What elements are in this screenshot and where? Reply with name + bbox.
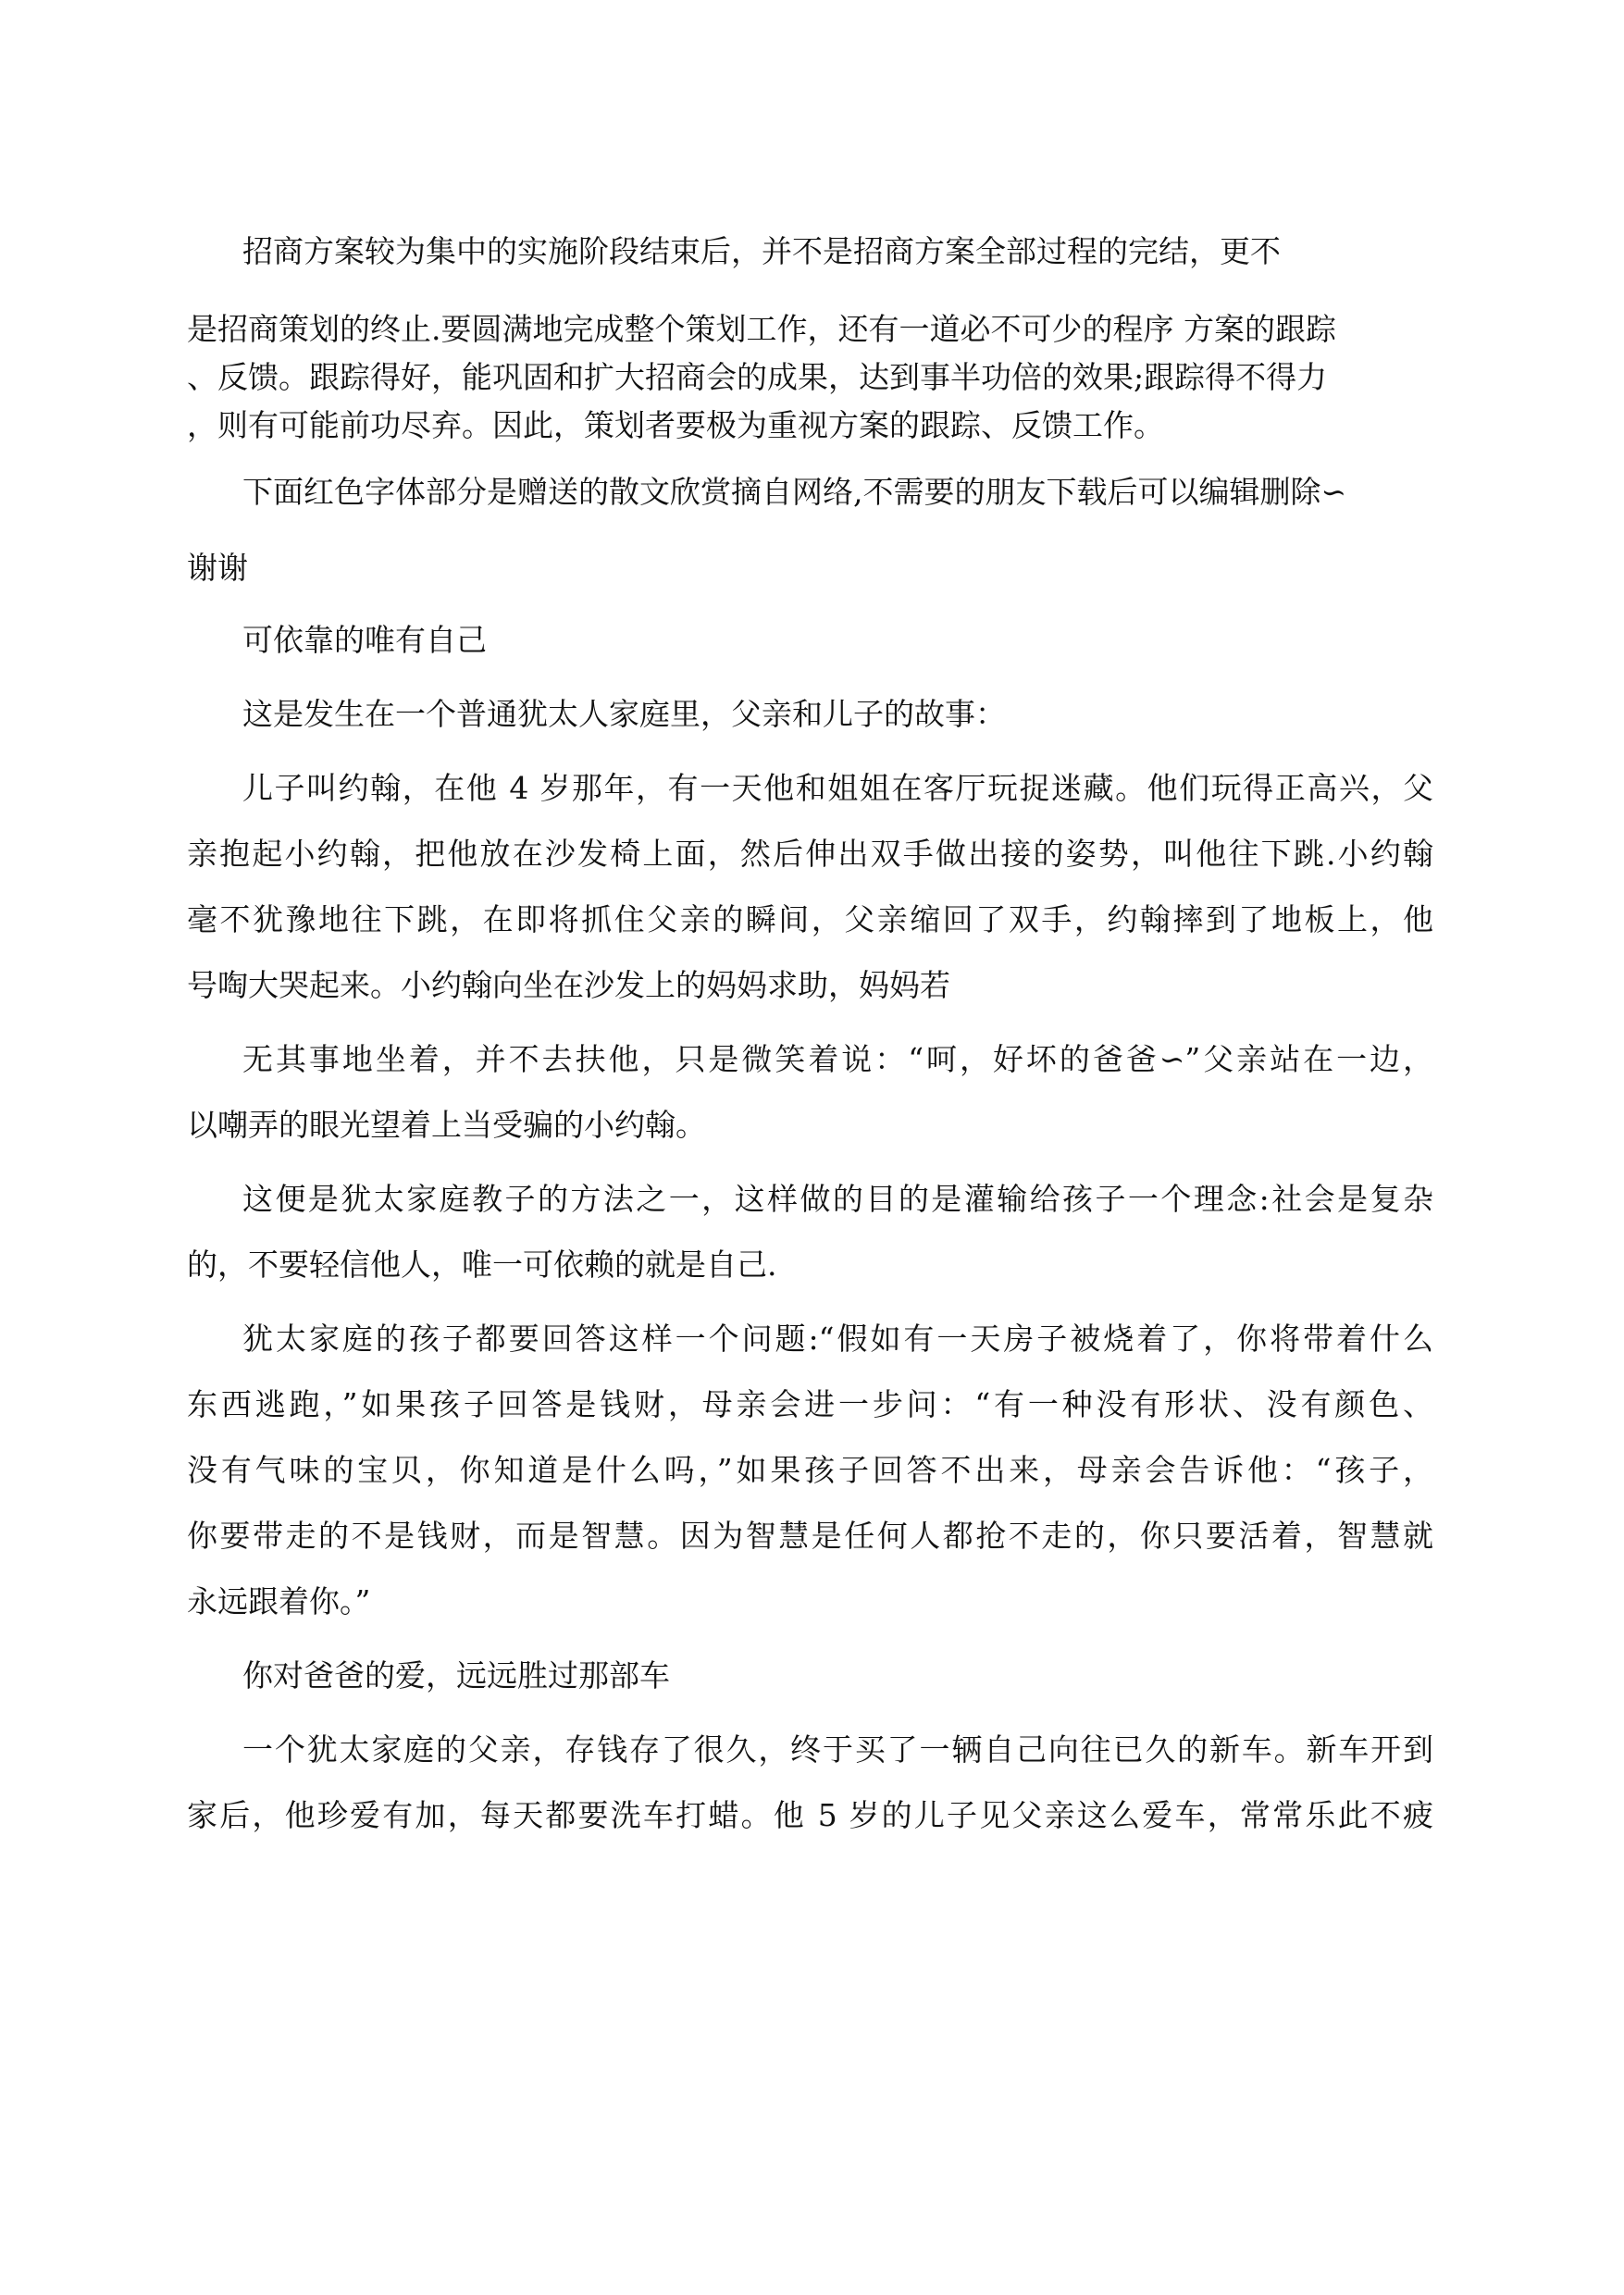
text-line: 儿子叫约翰，在他 4 岁那年，有一天他和姐姐在客厅玩捉迷藏。他们玩得正高兴，父 (242, 770, 1433, 806)
text-line: 没有气味的宝贝，你知道是什么吗，”如果孩子回答不出来，母亲会告诉他：“孩子， (187, 1452, 1433, 1488)
text-line: 毫不犹豫地往下跳，在即将抓住父亲的瞬间，父亲缩回了双手，约翰摔到了地板上，他 (187, 901, 1433, 937)
text-line: 招商方案较为集中的实施阶段结束后，并不是招商方案全部过程的完结，更不 (242, 233, 1281, 269)
text-line: 这是发生在一个普通犹太人家庭里，父亲和儿子的故事： (242, 696, 1006, 732)
text-line: 谢谢 (187, 550, 248, 586)
text-line: 你要带走的不是钱财，而是智慧。因为智慧是任何人都抢不走的，你只要活着，智慧就 (187, 1518, 1433, 1554)
section-heading: 可依靠的唯有自己 (242, 622, 487, 658)
text-line: 是招商策划的终止.要圆满地完成整个策划工作，还有一道必不可少的程序 方案的跟踪 (187, 311, 1336, 347)
text-line: 永远跟着你。” (187, 1583, 371, 1619)
text-line: 的，不要轻信他人，唯一可依赖的就是自己. (187, 1247, 777, 1283)
text-line: 家后，他珍爱有加，每天都要洗车打蜡。他 5 岁的儿子见父亲这么爱车，常常乐此不疲 (187, 1797, 1433, 1833)
text-line: ，则有可能前功尽弃。因此，策划者要极为重视方案的跟踪、反馈工作。 (187, 407, 1164, 443)
text-line: 亲抱起小约翰，把他放在沙发椅上面，然后伸出双手做出接的姿势，叫他往下跳.小约翰 (187, 836, 1433, 872)
text-line: 东西逃跑，”如果孩子回答是钱财，母亲会进一步问：“有一种没有形状、没有颜色、 (187, 1386, 1433, 1422)
text-line: 号啕大哭起来。小约翰向坐在沙发上的妈妈求助，妈妈若 (187, 967, 950, 1003)
text-line: 以嘲弄的眼光望着上当受骗的小约翰。 (187, 1107, 706, 1143)
section-heading: 你对爸爸的爱，远远胜过那部车 (242, 1657, 670, 1693)
text-line: 这便是犹太家庭教子的方法之一，这样做的目的是灌输给孩子一个理念:社会是复杂 (242, 1181, 1433, 1217)
text-line: 下面红色字体部分是赠送的散文欣赏摘自网络,不需要的朋友下载后可以编辑删除∽ (242, 474, 1347, 510)
text-line: 一个犹太家庭的父亲，存钱存了很久，终于买了一辆自己向往已久的新车。新车开到 (242, 1731, 1433, 1768)
text-line: 无其事地坐着，并不去扶他，只是微笑着说：“呵，好坏的爸爸∽”父亲站在一边， (242, 1041, 1433, 1077)
text-line: 、反馈。跟踪得好，能巩固和扩大招商会的成果，达到事半功倍的效果;跟踪得不得力 (187, 359, 1328, 395)
text-line: 犹太家庭的孩子都要回答这样一个问题:“假如有一天房子被烧着了，你将带着什么 (242, 1321, 1433, 1357)
